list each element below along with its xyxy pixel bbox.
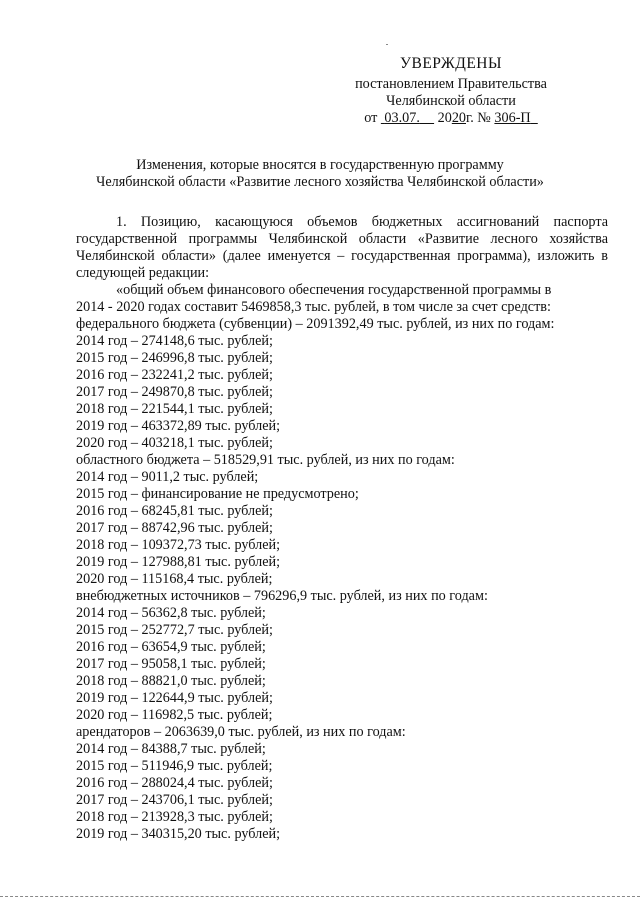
text-line: 2014 год – 84388,7 тыс. рублей; bbox=[76, 741, 266, 757]
text-line: 2018 год – 213928,3 тыс. рублей; bbox=[76, 809, 273, 825]
text-line: 2017 год – 88742,96 тыс. рублей; bbox=[76, 520, 273, 536]
heading-line-1: Изменения, которые вносятся в государственную программу bbox=[136, 157, 504, 173]
text-line: 2015 год – 246996,8 тыс. рублей; bbox=[76, 350, 273, 366]
text-line: арендаторов – 2063639,0 тыс. рублей, из них по годам: bbox=[76, 724, 406, 740]
text-line: 2019 год – 122644,9 тыс. рублей; bbox=[76, 690, 273, 706]
heading-line-2: Челябинской области «Развитие лесного хозяйства Челябинской области» bbox=[96, 174, 544, 190]
text-line: областного бюджета – 518529,91 тыс. рублей, из них по годам: bbox=[76, 452, 455, 468]
page-bottom-border bbox=[0, 896, 640, 897]
year-prefix: 20 bbox=[437, 110, 452, 126]
document-body bbox=[76, 214, 608, 843]
funding-lines bbox=[76, 282, 608, 843]
text-line: 2014 год – 9011,2 тыс. рублей; bbox=[76, 469, 259, 485]
text-line: 2016 год – 232241,2 тыс. рублей; bbox=[76, 367, 273, 383]
text-line: внебюджетных источников – 796296,9 тыс. рублей, из них по годам: bbox=[76, 588, 488, 604]
text-line: 2018 год – 221544,1 тыс. рублей; bbox=[76, 401, 273, 417]
text-line: 2016 год – 63654,9 тыс. рублей; bbox=[76, 639, 266, 655]
approval-year: 20 bbox=[451, 110, 466, 126]
text-line: 2020 год – 403218,1 тыс. рублей; bbox=[76, 435, 273, 451]
approval-block bbox=[346, 55, 556, 127]
text-line: 2017 год – 243706,1 тыс. рублей; bbox=[76, 792, 273, 808]
paragraph-1: 1. Позицию, касающуюся объемов бюджетных ассигнований паспорта государственной программы Челябинской области «Развитие лесного хозяйства Челябинской области» (далее именуется – государственная программа), изложить в следующей редакции: bbox=[76, 214, 608, 281]
text-line: 2019 год – 127988,81 тыс. рублей; bbox=[76, 554, 281, 570]
number-prefix: г. № bbox=[466, 110, 491, 126]
text-line: 2019 год – 340315,20 тыс. рублей; bbox=[76, 826, 281, 842]
approval-line-2: Челябинской области bbox=[386, 93, 516, 109]
approval-line-1: постановлением Правительства bbox=[355, 76, 547, 92]
text-line: 2018 год – 109372,73 тыс. рублей; bbox=[76, 537, 281, 553]
approval-title: УВЕРЖДЕНЫ bbox=[400, 55, 502, 72]
text-line: 2014 год – 56362,8 тыс. рублей; bbox=[76, 605, 266, 621]
document-heading bbox=[0, 157, 640, 191]
approval-number: 306-П bbox=[494, 110, 531, 126]
text-line: «общий объем финансового обеспечения государственной программы в bbox=[116, 282, 552, 298]
text-line: 2019 год – 463372,89 тыс. рублей; bbox=[76, 418, 281, 434]
text-line: 2017 год – 249870,8 тыс. рублей; bbox=[76, 384, 273, 400]
scan-mark bbox=[386, 44, 388, 45]
text-line: 2018 год – 88821,0 тыс. рублей; bbox=[76, 673, 266, 689]
text-line: 2020 год – 116982,5 тыс. рублей; bbox=[76, 707, 273, 723]
approval-date-line bbox=[346, 110, 556, 127]
text-line: 2016 год – 288024,4 тыс. рублей; bbox=[76, 775, 273, 791]
approval-date: 03.07. bbox=[384, 110, 420, 126]
text-line: 2017 год – 95058,1 тыс. рублей; bbox=[76, 656, 266, 672]
text-line: федерального бюджета (субвенции) – 2091392,49 тыс. рублей, из них по годам: bbox=[76, 316, 555, 332]
text-line: 2015 год – финансирование не предусмотрено; bbox=[76, 486, 359, 502]
text-line: 2020 год – 115168,4 тыс. рублей; bbox=[76, 571, 273, 587]
date-prefix: от bbox=[364, 110, 378, 126]
text-line: 2016 год – 68245,81 тыс. рублей; bbox=[76, 503, 273, 519]
text-line: 2015 год – 252772,7 тыс. рублей; bbox=[76, 622, 273, 638]
text-line: 2015 год – 511946,9 тыс. рублей; bbox=[76, 758, 273, 774]
text-line: 2014 год – 274148,6 тыс. рублей; bbox=[76, 333, 273, 349]
text-line: 2014 - 2020 годах составит 5469858,3 тыс. рублей, в том числе за счет средств: bbox=[76, 299, 551, 315]
